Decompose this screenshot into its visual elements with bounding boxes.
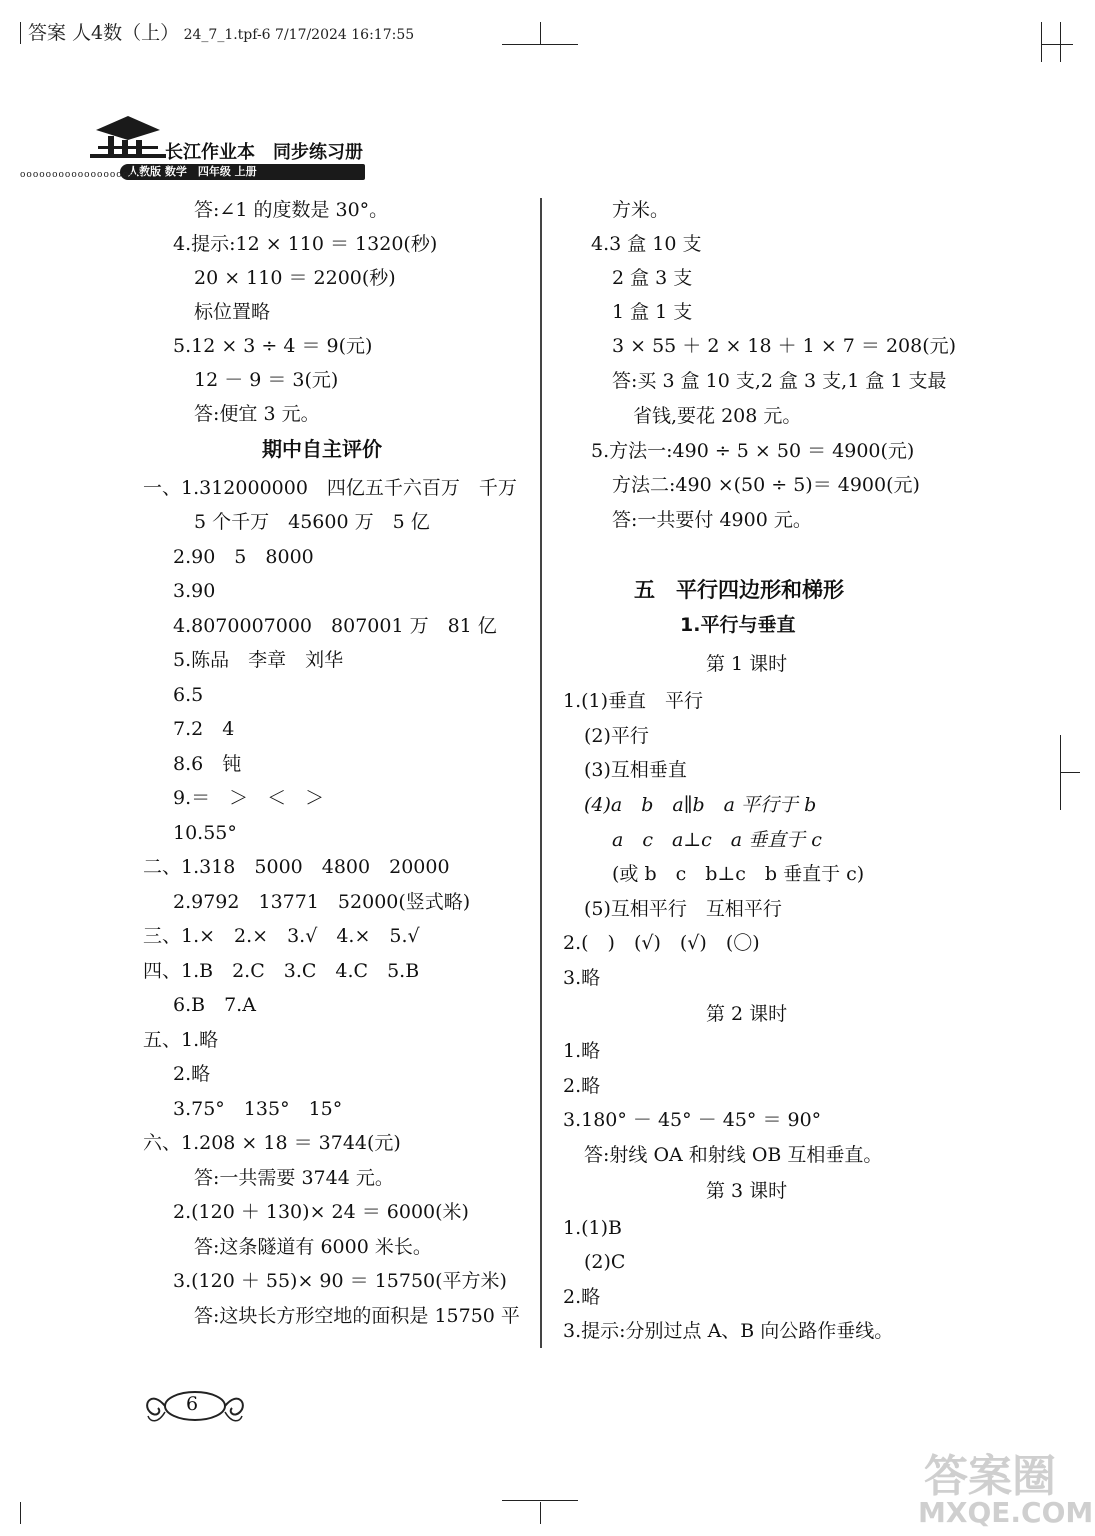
crop-mark-top-left xyxy=(20,22,21,44)
answer-line: 答:这块长方形空地的面积是 15750 平 xyxy=(194,1305,520,1327)
answer-line: 方米。 xyxy=(612,199,670,221)
crop-mark-top-center-v xyxy=(540,22,541,44)
answer-line: 答:射线 OA 和射线 OB 互相垂直。 xyxy=(584,1144,883,1166)
brand-logo-icon xyxy=(88,110,168,164)
answer-line: 5.12 × 3 ÷ 4 ＝ 9(元) xyxy=(173,335,373,357)
answer-line: 三、1.× 2.× 3.√ 4.× 5.√ xyxy=(143,925,420,947)
answer-line: 4.8070007000 807001 万 81 亿 xyxy=(173,615,497,637)
answer-line: 3.(120 ＋ 55)× 90 ＝ 15750(平方米) xyxy=(173,1270,507,1292)
answer-line: 20 × 110 ＝ 2200(秒) xyxy=(194,267,396,289)
answer-line: 3.180° － 45° － 45° ＝ 90° xyxy=(563,1109,822,1131)
answer-line: 12 － 9 ＝ 3(元) xyxy=(194,369,339,391)
answer-line: 5 个千万 45600 万 5 亿 xyxy=(194,511,430,533)
print-header-title: 答案 人4数（上） xyxy=(28,22,180,44)
crop-mark-bottom-center-h xyxy=(502,1500,578,1501)
lesson-heading: 第 2 课时 xyxy=(706,1003,788,1025)
answer-line: 4.提示:12 × 110 ＝ 1320(秒) xyxy=(173,233,438,255)
answer-line: 答:一共要付 4900 元。 xyxy=(612,509,812,531)
answer-line: 5.方法一:490 ÷ 5 × 50 ＝ 4900(元) xyxy=(591,440,915,462)
crop-mark-bottom-left xyxy=(20,1502,21,1524)
answer-line: 五、1.略 xyxy=(143,1029,219,1051)
answer-line: (5)互相平行 互相平行 xyxy=(584,898,782,920)
brand-subtitle: 人教版 数学 四年级 上册 xyxy=(128,165,257,178)
answer-line: 7.2 4 xyxy=(173,718,235,740)
crop-mark-top-right-2 xyxy=(1041,44,1073,45)
answer-line: 5.陈品 李章 刘华 xyxy=(173,649,344,671)
page-number: 6 xyxy=(186,1393,199,1415)
watermark-bottom: MXQE.COM xyxy=(918,1496,1094,1529)
answer-line: 1.(1)B xyxy=(563,1217,623,1239)
section-heading: 1.平行与垂直 xyxy=(680,614,796,636)
answer-line: 2 盒 3 支 xyxy=(612,267,693,289)
answer-line: (2)平行 xyxy=(584,725,649,747)
answer-line: 10.55° xyxy=(173,822,237,844)
watermark-top: 答案圈 xyxy=(924,1451,1056,1502)
answer-line: (或 b c b⊥c b 垂直于 c) xyxy=(612,863,865,885)
answer-line: 4.3 盒 10 支 xyxy=(591,233,702,255)
answer-line: 2.略 xyxy=(563,1075,601,1097)
chapter-heading: 五 平行四边形和梯形 xyxy=(634,578,844,602)
answer-line: 四、1.B 2.C 3.C 4.C 5.B xyxy=(143,960,420,982)
answer-line: 二、1.318 5000 4800 20000 xyxy=(143,856,450,878)
answer-line: 8.6 钝 xyxy=(173,753,242,775)
answer-line: 标位置略 xyxy=(194,301,271,323)
answer-line: 2.9792 13771 52000(竖式略) xyxy=(173,891,471,913)
answer-line: 2.略 xyxy=(173,1063,211,1085)
answer-line: 1.(1)垂直 平行 xyxy=(563,690,704,712)
answer-line: 2.( ) (√) (√) (〇) xyxy=(563,932,760,954)
crop-mark-top-right-1 xyxy=(1041,22,1042,62)
section-heading-midterm: 期中自主评价 xyxy=(262,437,382,461)
lesson-heading: 第 3 课时 xyxy=(706,1180,788,1202)
answer-line: a c a⊥c a 垂直于 c xyxy=(612,829,822,851)
answer-line: 答:买 3 盒 10 支,2 盒 3 支,1 盒 1 支最 xyxy=(612,370,947,392)
print-header xyxy=(28,18,414,45)
crop-mark-bottom-center-v xyxy=(540,1502,541,1524)
print-header-fileinfo: 24_7_1.tpf-6 7/17/2024 16:17:55 xyxy=(183,27,415,43)
answer-line: 2.略 xyxy=(563,1286,601,1308)
crop-mark-top-center-h xyxy=(502,44,578,45)
decorative-dots: oooooooooooooooooooo xyxy=(20,170,149,180)
answer-line: 6.5 xyxy=(173,684,204,706)
answer-line: 六、1.208 × 18 ＝ 3744(元) xyxy=(143,1132,401,1154)
answer-line: 答:一共需要 3744 元。 xyxy=(194,1167,394,1189)
answer-line: 一、1.312000000 四亿五千六百万 千万 xyxy=(143,477,517,499)
answer-line: 3.略 xyxy=(563,967,601,989)
answer-line: 2.90 5 8000 xyxy=(173,546,314,568)
crop-mark-top-right-3 xyxy=(1060,22,1061,62)
answer-line: 6.B 7.A xyxy=(173,994,256,1016)
answer-line: 1 盒 1 支 xyxy=(612,301,693,323)
answer-line: 答:∠1 的度数是 30°。 xyxy=(194,199,389,221)
crop-mark-right-mid-h xyxy=(1060,772,1080,773)
answer-line: (2)C xyxy=(584,1251,626,1273)
answer-line: 答:便宜 3 元。 xyxy=(194,403,320,425)
lesson-heading: 第 1 课时 xyxy=(706,653,788,675)
answer-line: 3.提示:分别过点 A、B 向公路作垂线。 xyxy=(563,1320,894,1342)
answer-line: (4)a b a∥b a 平行于 b xyxy=(584,794,817,816)
answer-line: 1.略 xyxy=(563,1040,601,1062)
answer-line: 2.(120 ＋ 130)× 24 ＝ 6000(米) xyxy=(173,1201,469,1223)
answer-line: 3.90 xyxy=(173,580,216,602)
answer-line: 省钱,要花 208 元。 xyxy=(633,405,802,427)
column-divider xyxy=(540,198,542,1348)
answer-line: 答:这条隧道有 6000 米长。 xyxy=(194,1236,432,1258)
brand-title: 长江作业本 同步练习册 xyxy=(165,142,363,163)
answer-line: (3)互相垂直 xyxy=(584,759,687,781)
answer-line: 3.75° 135° 15° xyxy=(173,1098,343,1120)
answer-line: 3 × 55 ＋ 2 × 18 ＋ 1 × 7 ＝ 208(元) xyxy=(612,335,957,357)
answer-line: 方法二:490 ×(50 ÷ 5)＝ 4900(元) xyxy=(612,474,920,496)
answer-line: 9.＝ ＞ ＜ ＞ xyxy=(173,787,325,809)
